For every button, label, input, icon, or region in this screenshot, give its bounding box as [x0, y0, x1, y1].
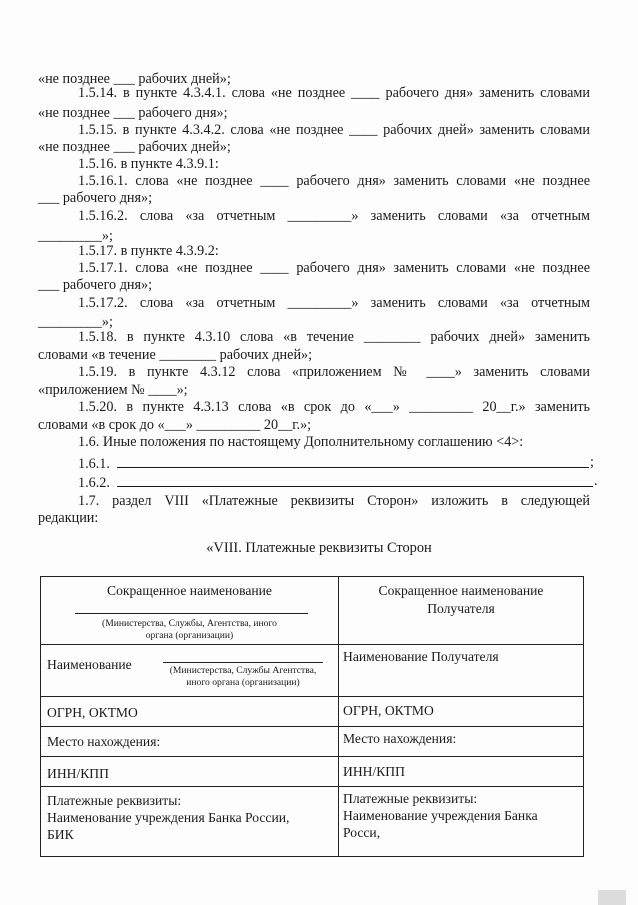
text-line: «не позднее ___ рабочих дней»;	[38, 71, 231, 87]
right-header: Сокращенное наименование Получателя	[378, 583, 544, 616]
name-note: (Министерства, Службы Агентства, иного органа (организации)	[169, 665, 317, 688]
text-line: словами «в срок до «___» _________ 20__г.»;	[38, 417, 312, 433]
payment-details: Платежные реквизиты: Наименование учреждения Банка Росси,	[343, 791, 538, 840]
text-line: 1.5.15. в пункте 4.3.4.2. слова «не позднее ____ рабочих дней» заменить словами	[78, 122, 590, 138]
table-row	[41, 645, 584, 697]
requisites-table	[40, 576, 584, 857]
text-line: .	[594, 473, 598, 489]
text-line: 1.5.14. в пункте 4.3.4.1. слова «не позднее ____ рабочего дня» заменить словами	[78, 85, 590, 101]
table-cell	[41, 787, 339, 857]
name-label: Наименование	[47, 657, 132, 672]
fill-line	[117, 467, 589, 468]
text-line: редакции:	[38, 510, 99, 526]
section-title: «VIII. Платежные реквизиты Сторон	[206, 540, 432, 556]
location-label: Место нахождения:	[343, 731, 457, 746]
text-line: 1.6.1.	[78, 456, 110, 472]
table-row	[41, 787, 584, 857]
text-line: «не позднее ___ рабочих дней»;	[38, 139, 231, 155]
table-row	[41, 757, 584, 787]
right-name-label: Наименование Получателя	[343, 649, 499, 664]
text-line: ___ рабочего дня»;	[38, 277, 153, 293]
table-cell	[339, 757, 584, 787]
table-cell	[41, 727, 339, 757]
left-header: Сокращенное наименование	[107, 583, 272, 598]
payment-details: Платежные реквизиты: Наименование учреждения Банка России, БИК	[47, 793, 290, 842]
signature-line	[75, 613, 308, 614]
text-line: 1.5.16. в пункте 4.3.9.1:	[78, 156, 219, 172]
table-row	[41, 577, 584, 645]
inn-label: ИНН/КПП	[47, 766, 109, 781]
table-cell	[41, 645, 339, 697]
left-header-note: (Министерства, Службы, Агентства, иного органа (организации)	[102, 618, 277, 641]
text-line: 1.5.19. в пункте 4.3.12 слова «приложением № ____» заменить словами	[78, 364, 590, 380]
text-line: «не позднее ___ рабочего дня»;	[38, 105, 228, 121]
text-line: ___ рабочего дня»;	[38, 190, 153, 206]
inn-label: ИНН/КПП	[343, 764, 405, 779]
table-row	[41, 727, 584, 757]
table-cell	[41, 697, 339, 727]
text-line: 1.6.2.	[78, 475, 110, 491]
text-line: 1.5.17. в пункте 4.3.9.2:	[78, 243, 219, 259]
text-line: ;	[590, 454, 594, 470]
table-cell	[41, 577, 339, 645]
ogrn-label: ОГРН, ОКТМО	[47, 705, 138, 720]
text-line: _________»;	[38, 314, 113, 330]
text-line: _________»;	[38, 228, 113, 244]
ogrn-label: ОГРН, ОКТМО	[343, 703, 434, 718]
fill-line	[117, 486, 593, 487]
table-cell	[41, 757, 339, 787]
table-cell	[339, 577, 584, 645]
text-line: 1.5.20. в пункте 4.3.13 слова «в срок до «___» _________ 20__г.» заменить	[78, 399, 590, 415]
location-label: Место нахождения:	[47, 734, 161, 749]
signature-line	[163, 645, 323, 663]
text-line: 1.5.17.1. слова «не позднее ____ рабочего дня» заменить словами «не позднее	[78, 260, 590, 276]
table-cell	[339, 787, 584, 857]
text-line: 1.5.16.1. слова «не позднее ____ рабочего дня» заменить словами «не позднее	[78, 173, 590, 189]
text-line: 1.5.17.2. слова «за отчетным _________» заменить словами «за отчетным	[78, 295, 590, 311]
text-line: «приложением № ____»;	[38, 382, 188, 398]
text-line: 1.7. раздел VIII «Платежные реквизиты Сторон» изложить в следующей	[78, 493, 590, 509]
text-line: словами «в течение ________ рабочих дней»;	[38, 347, 313, 363]
text-line: 1.5.16.2. слова «за отчетным _________» заменить словами «за отчетным	[78, 208, 590, 224]
scan-corner	[598, 890, 626, 905]
table-cell	[339, 697, 584, 727]
text-line: 1.5.18. в пункте 4.3.10 слова «в течение ________ рабочих дней» заменить	[78, 329, 590, 345]
table-cell	[339, 727, 584, 757]
text-line: 1.6. Иные положения по настоящему Дополнительному соглашению <4>:	[78, 434, 524, 450]
table-cell	[339, 645, 584, 697]
table-row	[41, 697, 584, 727]
